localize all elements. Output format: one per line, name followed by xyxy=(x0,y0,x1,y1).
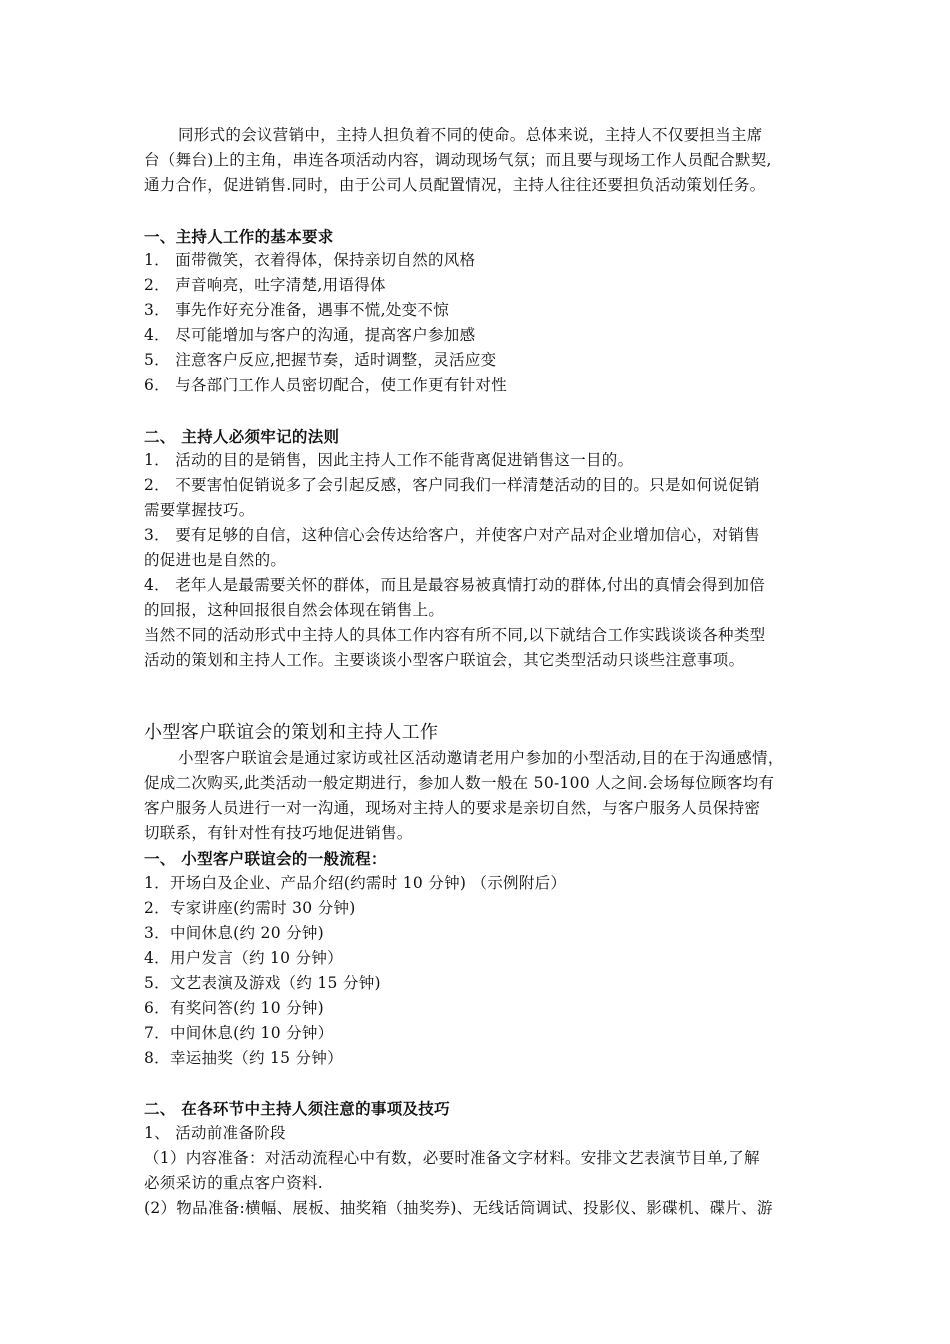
small-meeting-para-2: 促成二次购买,此类活动一般定期进行，参加人数一般在 50-100 人之间.会场每位顾客均有 xyxy=(144,774,775,792)
section1-heading: 一、主持人工作的基本要求 xyxy=(144,227,334,246)
section2-line-2: 2． 不要害怕促销说多了会引起反感，客户同我们一样清楚活动的目的。只是如何说促销 xyxy=(144,476,760,494)
section1-item-6: 6． 与各部门工作人员密切配合，使工作更有针对性 xyxy=(144,376,507,394)
section2-line-3: 需要掌握技巧。 xyxy=(144,501,255,519)
section1-item-1: 1． 面带微笑，衣着得体，保持亲切自然的风格 xyxy=(144,251,476,269)
section2-line-9: 活动的策划和主持人工作。主要谈谈小型客户联谊会，其它类型活动只谈些注意事项。 xyxy=(144,651,745,669)
flow-item-1: 1．开场白及企业、产品介绍(约需时 10 分钟) （示例附后） xyxy=(144,874,567,892)
section1-item-5: 5． 注意客户反应,把握节奏，适时调整，灵活应变 xyxy=(144,351,497,369)
flow-item-3: 3．中间休息(约 20 分钟) xyxy=(144,924,325,942)
flow-heading: 一、 小型客户联谊会的一般流程： xyxy=(144,849,387,868)
small-meeting-title: 小型客户联谊会的策划和主持人工作 xyxy=(144,722,439,743)
flow-item-6: 6．有奖问答(约 10 分钟) xyxy=(144,999,325,1017)
small-meeting-para-1: 小型客户联谊会是通过家访或社区活动邀请老用户参加的小型活动,目的在于沟通感情， xyxy=(178,749,784,767)
section1-item-3: 3． 事先作好充分准备，遇事不慌,处变不惊 xyxy=(144,301,450,319)
intro-line-2: 台（舞台)上的主角，串连各项活动内容，调动现场气氛；而且要与现场工作人员配合默契, xyxy=(144,151,772,169)
tips-line-3: 必须采访的重点客户资料. xyxy=(144,1174,324,1192)
small-meeting-para-3: 客户服务人员进行一对一沟通，现场对主持人的要求是亲切自然，与客户服务人员保持密 xyxy=(144,799,761,817)
section2-heading: 二、 主持人必须牢记的法则 xyxy=(144,427,340,446)
flow-item-7: 7．中间休息(约 10 分钟） xyxy=(144,1024,334,1042)
section2-line-5: 的促进也是自然的。 xyxy=(144,551,287,569)
section2-line-6: 4． 老年人是最需要关怀的群体，而且是最容易被真情打动的群体,付出的真情会得到加倍 xyxy=(144,576,766,594)
intro-line-1: 同形式的会议营销中，主持人担负着不同的使命。总体来说，主持人不仅要担当主席 xyxy=(178,126,763,144)
tips-line-2: （1）内容准备：对活动流程心中有数，必要时准备文字材料。安排文艺表演节目单,了解 xyxy=(144,1149,760,1167)
section1-item-2: 2． 声音响亮，吐字清楚,用语得体 xyxy=(144,276,386,294)
flow-item-2: 2．专家讲座(约需时 30 分钟) xyxy=(144,899,356,917)
intro-line-3: 通力合作，促进销售.同时，由于公司人员配置情况，主持人往往还要担负活动策划任务。 xyxy=(144,176,766,194)
flow-item-8: 8．幸运抽奖（约 15 分钟） xyxy=(144,1049,343,1067)
section1-item-4: 4． 尽可能增加与客户的沟通，提高客户参加感 xyxy=(144,326,476,344)
tips-heading: 二、 在各环节中主持人须注意的事项及技巧 xyxy=(144,1099,450,1118)
flow-item-5: 5．文艺表演及游戏（约 15 分钟) xyxy=(144,974,381,992)
section2-line-7: 的回报，这种回报很自然会体现在销售上。 xyxy=(144,601,445,619)
section2-line-8: 当然不同的活动形式中主持人的具体工作内容有所不同,以下就结合工作实践谈谈各种类型 xyxy=(144,626,766,644)
section2-line-4: 3． 要有足够的自信，这种信心会传达给客户，并使客户对产品对企业增加信心，对销售 xyxy=(144,526,760,544)
tips-line-4: (2）物品准备:横幅、展板、抽奖箱（抽奖券)、无线话筒调试、投影仪、影碟机、碟片、游 xyxy=(144,1199,773,1217)
tips-line-1: 1、 活动前准备阶段 xyxy=(144,1124,286,1142)
flow-item-4: 4．用户发言（约 10 分钟） xyxy=(144,949,343,967)
section2-line-1: 1． 活动的目的是销售，因此主持人工作不能背离促进销售这一目的。 xyxy=(144,451,634,469)
small-meeting-para-4: 切联系，有针对性有技巧地促进销售。 xyxy=(144,824,413,842)
